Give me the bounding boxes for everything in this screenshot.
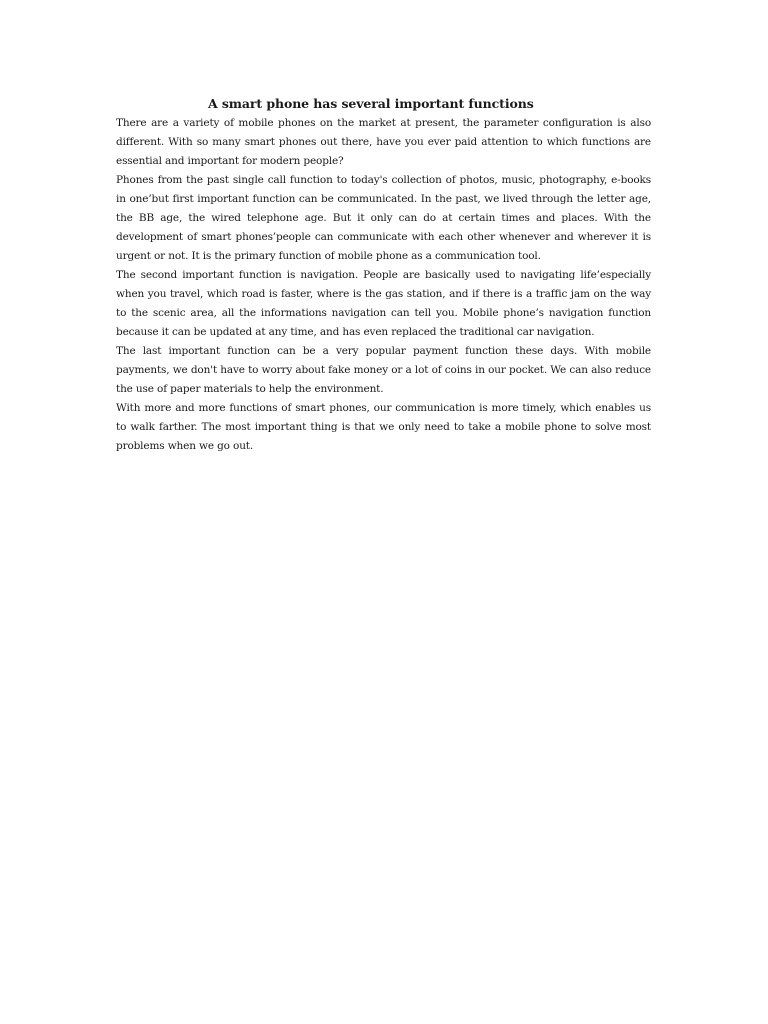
paragraph-navigation: The second important function is navigation. People are basically used to navigating life’especially when you travel, which road is faster, where is the gas station, and if there is a traffic jam on the way to the scenic area, all the informations navigation can tell you. Mobile phone’s navigation function because it can be updated at any time, and has even replaced the traditional car navigation.	[116, 269, 651, 338]
paragraph-communication: Phones from the past single call function to today's collection of photos, music, photography, e-books in one’but first important function can be communicated. In the past, we lived through the letter age, the BB age, the wired telephone age. But it only can do at certain times and places. With the development of smart phones’people can communicate with each other whenever and wherever it is urgent or not. It is the primary function of mobile phone as a communication tool.	[116, 174, 651, 262]
paragraph-conclusion: With more and more functions of smart phones, our communication is more timely, which enables us to walk farther. The most important thing is that we only need to take a mobile phone to solve most problems when we go out.	[116, 402, 651, 452]
paragraph-payment: The last important function can be a very popular payment function these days. With mobile payments, we don't have to worry about fake money or a lot of coins in our pocket. We can also reduce the use of paper materials to help the environment.	[116, 345, 651, 395]
document-title: A smart phone has several important functions	[208, 96, 534, 111]
document-body	[116, 95, 651, 456]
paragraph-intro: There are a variety of mobile phones on the market at present, the parameter configuration is also different. With so many smart phones out there, have you ever paid attention to which functions are essential and important for modern people?	[116, 117, 651, 167]
